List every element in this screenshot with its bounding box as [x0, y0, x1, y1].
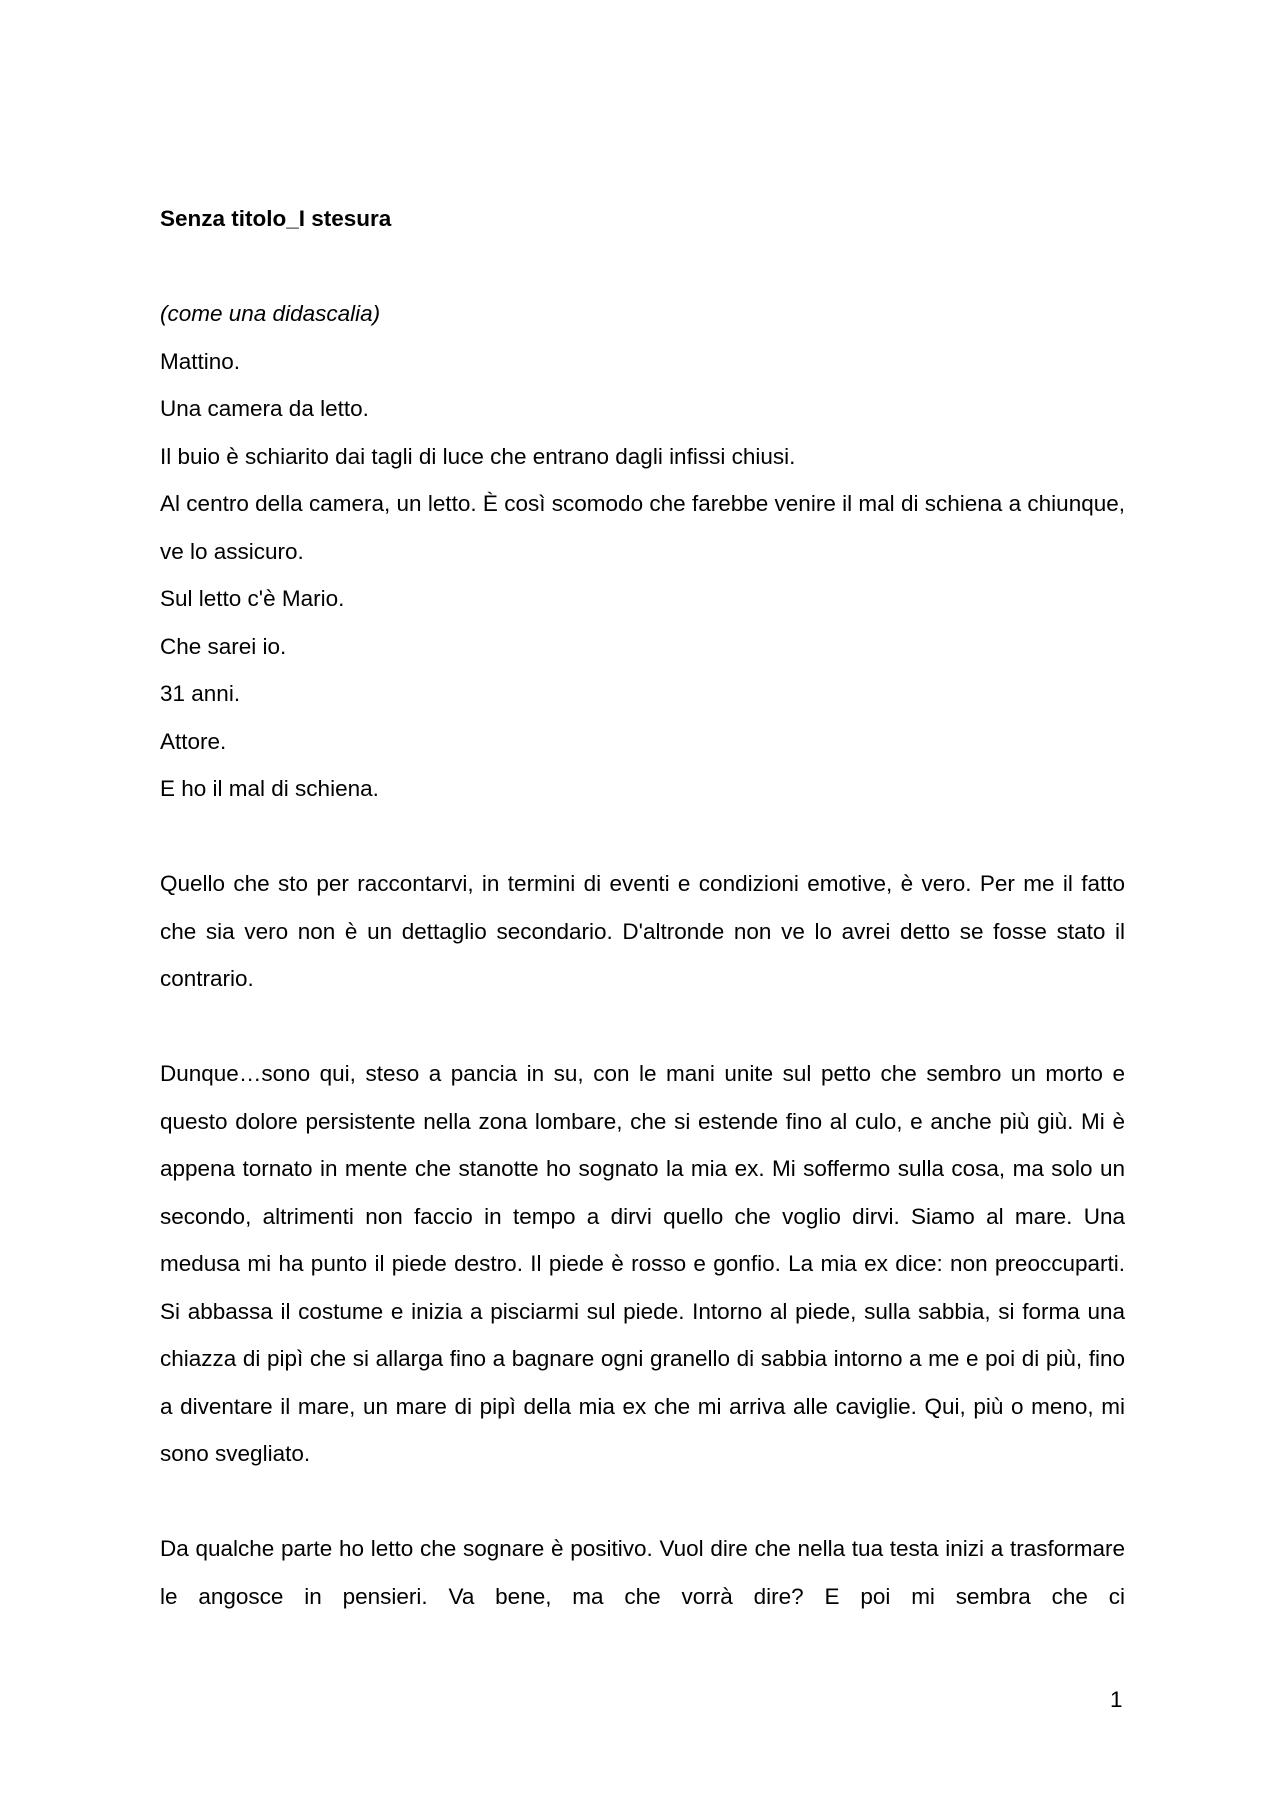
text-line: Che sarei io. — [160, 633, 287, 659]
text-line: 31 anni. — [160, 681, 241, 706]
text-line: Attore. — [160, 728, 227, 754]
stage-direction: (come una didascalia) — [160, 301, 381, 326]
paragraph-truth: Quello che sto per raccontarvi, in termini di eventi e condizioni emotive, è vero. Per me il fatto che sia vero non è un dettaglio secondario. D'altronde non ve lo avrei detto se fosse stato il contrario. — [160, 871, 1125, 991]
page-number: 1 — [1110, 1687, 1123, 1712]
text-line: E ho il mal di schiena. — [160, 776, 379, 801]
paragraph-center-of-room: Al centro della camera, un letto. È così scomodo che farebbe venire il mal di schiena a chiunque, ve lo assicuro. — [160, 491, 1125, 564]
blank-line — [160, 1478, 1125, 1526]
text-line: Sul letto c'è Mario. — [160, 586, 345, 611]
blank-line — [160, 1003, 1125, 1051]
text-line: Una camera da letto. — [160, 396, 369, 421]
blank-line — [160, 813, 1125, 861]
paragraph-dreaming-positive: Da qualche parte ho letto che sognare è positivo. Vuol dire che nella tua testa inizi a trasformare le angosce in pensieri. Va bene, ma che vorrà dire? E poi mi sembra che ci — [160, 1536, 1125, 1609]
blank-line — [160, 243, 1125, 291]
text-line: Il buio è schiarito dai tagli di luce che entrano dagli infissi chiusi. — [160, 443, 796, 469]
document-title: Senza titolo_I stesura — [160, 206, 392, 231]
paragraph-dream: Dunque…sono qui, steso a pancia in su, con le mani unite sul petto che sembro un morto e questo dolore persistente nella zona lombare, che si estende fino al culo, e anche più giù. Mi è appena tornato in mente che stanotte ho sognato la mia ex. Mi soffermo sulla cosa, ma solo un secondo, altrimenti non faccio in tempo a dirvi quello che voglio dirvi. Siamo al mare. Una medusa mi ha punto il piede destro. Il piede è rosso e gonfio. La mia ex dice: non preoccuparti. Si abbassa il costume e inizia a pisciarmi sul piede. Intorno al piede, sulla sabbia, si forma una chiazza di pipì che si allarga fino a bagnare ogni granello di sabbia intorno a me e poi di più, fino a diventare il mare, un mare di pipì della mia ex che mi arriva alle caviglie. Qui, più o meno, mi sono svegliato. — [160, 1061, 1125, 1466]
document-body — [160, 195, 1125, 1620]
text-line: Mattino. — [160, 348, 241, 374]
